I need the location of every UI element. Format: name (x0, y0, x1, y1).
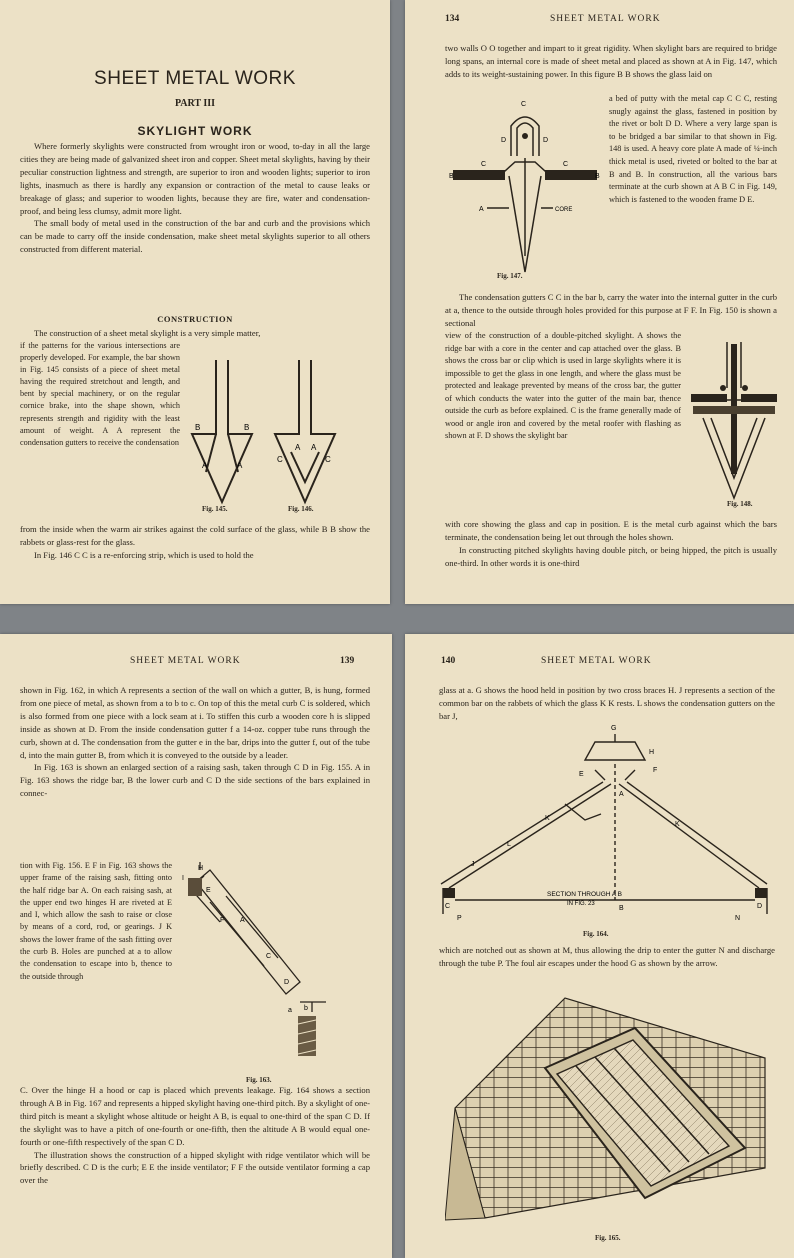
page-right-bottom (405, 634, 794, 1258)
paragraph: The illustration shows the construction of a hipped skylight with ridge ventilator which will be briefly described. C D is the curb; E E the inside ventilator; F F the outside ventilator forming a cap over the (20, 1149, 370, 1186)
figure-label: K (675, 821, 680, 828)
figure-label: A (479, 206, 484, 213)
figure-label: N (735, 915, 741, 922)
figure-label: C (325, 455, 331, 464)
paragraph: The small body of metal used in the construction of the bar and curb and the provisions which can be made to carry off the inside condensation, make sheet metal skylights superior to all others constructed from different material. (20, 218, 370, 255)
figure-label: C (481, 161, 487, 168)
figure-label: C (521, 101, 527, 108)
figure-caption: Fig. 163. (246, 1076, 272, 1084)
paragraph: Where formerly skylights were constructed from wrought iron or wood, to-day in all the large cities they are being made of galvanized sheet iron and copper. Sheet metal skylights, having by their peculiar construction lightness and strength, are superior to iron and wooden lights; superior to iron lights, inasmuch as there is hardly any expansion or contraction of the metal to cause leaks or breakage of glass; and superior to wooden lights, because they are fire, water and condensation-proof, and being less clumsy, admit more light. (20, 141, 370, 216)
paragraph: which are notched out as shown at M, thus allowing the drip to enter the gutter N and discharge through the tube P. The foul air escapes under the hood G as shown by the arrow. (439, 945, 775, 968)
figure-147 (445, 96, 605, 286)
paragraph (20, 523, 370, 562)
figure-145 (182, 352, 262, 512)
paragraph: shown in Fig. 162, in which A represents a section of the wall on which a gutter, B, is hung, formed from one piece of metal, as shown from a to b to c. On top of this the metal curb C is soldered, which is also formed from one piece with a lock seam at i. To stiffen this curb a wooden core h is slipped inside as shown at D. From the inside condensation gutter f a 14-oz. copper tube runs through the curb, shown at d. The condensation from the gutter e in the bar, drips into the gutter f, out of the tube d, into the main gutter B, from which it is conveyed to the outside by a leader. (20, 685, 370, 760)
page-right-top (405, 0, 794, 604)
figure-label: D (543, 137, 549, 144)
figure-163 (180, 862, 360, 1062)
figure-label: D (757, 903, 763, 910)
figure-label: C (563, 161, 569, 168)
figure-label: D (501, 137, 507, 144)
paragraph-wrapped (20, 860, 172, 983)
paragraph: from the inside when the warm air strikes against the cold surface of the glass, while B B show the rabbets or glass-rest for the glass. (20, 524, 370, 547)
paragraph: with core showing the glass and cap in position. E is the metal curb against which the bars terminate, the condensation being let out through the holes shown. (445, 519, 777, 542)
figure-label: A (240, 917, 245, 924)
running-head: SHEET METAL WORK (130, 656, 241, 666)
part-heading: PART III (174, 98, 216, 109)
figure-label: F (220, 917, 225, 924)
figure-label: K (545, 815, 550, 822)
paragraph: In constructing pitched skylights having double pitch, or being hipped, the pitch is usually one-third. In other words it is one-third (445, 544, 777, 568)
paragraph (445, 42, 777, 81)
figure-label: B (595, 173, 600, 180)
figure-165 (445, 988, 775, 1228)
paragraph: a bed of putty with the metal cap C C C, resting snugly against the glass, fastened in position by the rivet or bolt D D. Where a very large span is to be bridged a bar similar to that shown in Fig. 148 is used. A heavy core plate A made of ¼-inch thick metal is used, riveted or bolted to the bar at B and B. In construction, all the various bars terminate at the curb shown at A B C in Fig. 149, which is fastened to the wooden frame D E. (609, 94, 777, 204)
paragraph: tion with Fig. 156. E F in Fig. 163 shows the upper frame of the raising sash, fitting onto the half ridge bar A. On each raising sash, at the upper end two hinges H are riveted at E and I, which allow the sash to raise or close by means of a cord, rod, or gearings. J K shows the lower frame of the sash fitting over the curb B. Holes are punched at a to allow the condensation to escape into b, thence to the outside through (20, 861, 172, 981)
intro-text (20, 140, 370, 256)
figure-label: B (244, 423, 250, 432)
paragraph (445, 291, 777, 330)
figure-label: G (611, 725, 617, 732)
figure-caption: Fig. 146. (288, 505, 314, 513)
paragraph: glass at a. G shows the hood held in position by two cross braces H. J represents a section of the common bar on the rabbets of which the glass K K rests. L shows the condensation gutters on the bar J, (439, 685, 775, 721)
figure-146 (265, 352, 345, 512)
figure-148 (689, 338, 779, 508)
running-head: SHEET METAL WORK (541, 656, 652, 666)
figure-label: D (284, 979, 290, 986)
figure-label: CORE (555, 207, 573, 213)
figure-label: F (653, 767, 658, 774)
figure-caption: Fig. 164. (583, 930, 609, 938)
figure-caption: Fig. 147. (497, 272, 523, 280)
page-left-top (0, 0, 390, 604)
figure-label: C (277, 455, 283, 464)
figure-label: I (182, 875, 184, 882)
paragraph (20, 1084, 370, 1187)
page-number: 134 (445, 14, 460, 24)
figure-label: B (195, 423, 201, 432)
paragraph-wrapped (20, 340, 180, 449)
figure-label: A (202, 461, 208, 470)
figure-label: C (266, 953, 272, 960)
figure-label: H (649, 749, 655, 756)
paragraph-line: The construction of a sheet metal skylight is a very simple matter, (34, 328, 261, 338)
figure-label: E (206, 887, 211, 894)
paragraph (445, 518, 777, 570)
paragraph: view of the construction of a double-pitched skylight. A shows the ridge bar with a core in the center and cap attached over the glass. B shows the cross bar or clip which is used in large skylights where it is impossible to get the glass in one length, and where the glass must be protected and leakage prevented by means of the cross bar, the gutter of which conducts the water into the gutter of the main bar, thence outside the curb as before explained. C is the frame generally made of wood or angle iron and covered by the metal roofer with flashing as shown at F. D shows the skylight bar (445, 331, 681, 440)
paragraph-wrapped (445, 330, 681, 443)
figure-label: A (619, 791, 624, 798)
paragraph: The condensation gutters C C in the bar b, carry the water into the internal gutter in the curb at a, thence to the outside through holes provided for this purpose at F F. In Fig. 150 is shown a sectional (445, 292, 777, 328)
subheading: CONSTRUCTION (157, 314, 233, 324)
figure-label: P (457, 915, 462, 922)
page-left-bottom (0, 634, 392, 1258)
paragraph (439, 684, 775, 723)
chapter-title: SHEET METAL WORK (94, 68, 296, 89)
section-title: SKYLIGHT WORK (137, 124, 253, 138)
paragraph-wrapped (609, 93, 777, 206)
figure-label: B (619, 905, 624, 912)
paragraph: if the patterns for the various intersections are properly developed. For example, the bar shown in Fig. 145 consists of a piece of sheet metal having the required stretchout and length, and bent by special machinery, or on the regular cornice brake, into the shape shown, which represents strength and rigidity with the least amount of weight. A A represent the condensation gutters to receive the condensation (20, 341, 180, 447)
figure-caption: Fig. 145. (202, 505, 228, 513)
figure-caption: Fig. 165. (595, 1234, 621, 1242)
figure-label: E (579, 771, 584, 778)
paragraph: In Fig. 163 is shown an enlarged section of a raising sash, taken through C D in Fig. 155. A in Fig. 163 shows the ridge bar, B the lower curb and C D the side sections of the bars explained in connec- (20, 762, 370, 799)
figure-label: B (449, 173, 454, 180)
paragraph (439, 944, 775, 970)
figure-label: A (237, 461, 243, 470)
paragraph: two walls O O together and impart to it great rigidity. When skylight bars are required to bridge long spans, an internal core is made of sheet metal and placed as shown at A in Fig. 147, which adds to its weight-sustaining power. In this figure B B shows the glass laid on (445, 43, 777, 79)
paragraph: C. Over the hinge H a hood or cap is placed which prevents leakage. Fig. 164 shows a section through A B in Fig. 167 and represents a hipped skylight having one-third pitch. By a skylight of one-third pitch is meant a skylight whose altitude or height A B, is equal to one-third of the span C D. If the skylight was to have a pitch of one-fourth or one-fifth, then the altitude A B would equal one-fourth or one-fifth respectively of the span C D. (20, 1085, 370, 1147)
figure-164 (435, 724, 775, 924)
paragraph (20, 327, 370, 340)
figure-label: A (295, 443, 301, 452)
page-number: 140 (441, 656, 456, 666)
figure-label: L (507, 841, 511, 848)
figure-label: a (288, 1007, 292, 1014)
figure-label: b (304, 1005, 308, 1012)
figure-label: J (471, 861, 475, 868)
figure-label: A (311, 443, 317, 452)
page-number: 139 (340, 656, 355, 666)
section-label: IN FIG. 23 (567, 901, 595, 907)
section-label: SECTION THROUGH A B (547, 891, 623, 898)
figure-caption: Fig. 148. (727, 500, 753, 508)
paragraph: In Fig. 146 C C is a re-enforcing strip, which is used to hold the (34, 549, 254, 560)
figure-label: C (445, 903, 451, 910)
figure-label: H (198, 865, 204, 872)
running-head: SHEET METAL WORK (550, 14, 661, 24)
paragraph (20, 684, 370, 800)
